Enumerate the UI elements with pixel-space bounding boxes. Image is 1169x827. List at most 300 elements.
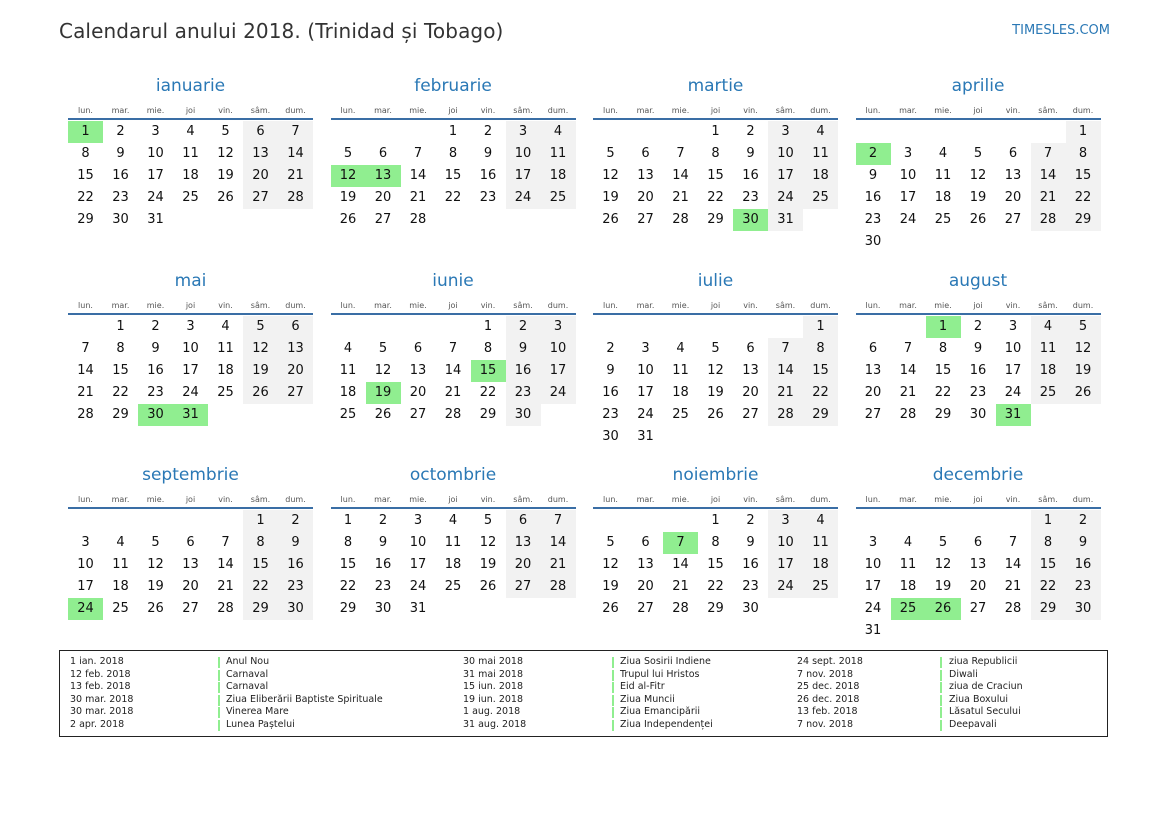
day-cell[interactable]: 30: [506, 404, 541, 426]
day-cell[interactable]: 31: [409, 601, 427, 616]
day-cell[interactable]: 21: [1004, 579, 1022, 594]
day-cell[interactable]: 14: [1031, 165, 1066, 187]
day-cell[interactable]: 15: [1031, 554, 1066, 576]
holiday-day-cell[interactable]: 1: [926, 316, 961, 338]
day-cell[interactable]: 26: [707, 407, 724, 422]
day-cell[interactable]: 8: [803, 338, 838, 360]
day-cell[interactable]: 4: [221, 319, 230, 334]
day-cell[interactable]: 15: [339, 557, 357, 572]
day-cell[interactable]: 6: [973, 535, 983, 550]
day-cell[interactable]: 12: [602, 168, 619, 183]
day-cell[interactable]: 28: [1031, 209, 1066, 231]
holiday-day-cell[interactable]: 12: [331, 165, 366, 187]
day-cell[interactable]: 14: [278, 143, 313, 165]
day-cell[interactable]: 22: [339, 579, 357, 594]
day-cell[interactable]: 25: [934, 212, 952, 227]
day-cell[interactable]: 25: [444, 579, 462, 594]
day-cell[interactable]: 8: [243, 532, 278, 554]
day-cell[interactable]: 9: [483, 146, 493, 161]
day-cell[interactable]: 22: [444, 190, 462, 205]
day-cell[interactable]: 1: [711, 124, 720, 139]
day-cell[interactable]: 10: [768, 143, 803, 165]
day-cell[interactable]: 27: [374, 212, 392, 227]
day-cell[interactable]: 8: [1031, 532, 1066, 554]
day-cell[interactable]: 27: [969, 601, 987, 616]
day-cell[interactable]: 16: [742, 168, 759, 183]
day-cell[interactable]: 4: [803, 121, 838, 143]
day-cell[interactable]: 6: [413, 341, 423, 356]
day-cell[interactable]: 4: [343, 341, 353, 356]
day-cell[interactable]: 9: [973, 341, 983, 356]
day-cell[interactable]: 28: [541, 576, 576, 598]
day-cell[interactable]: 23: [969, 385, 987, 400]
day-cell[interactable]: 5: [973, 146, 983, 161]
day-cell[interactable]: 6: [506, 510, 541, 532]
day-cell[interactable]: 26: [602, 212, 619, 227]
day-cell[interactable]: 18: [1031, 360, 1066, 382]
day-cell[interactable]: 19: [147, 579, 164, 594]
brand-link[interactable]: TIMESLES.COM: [1012, 23, 1110, 38]
day-cell[interactable]: 17: [899, 190, 917, 205]
day-cell[interactable]: 1: [448, 124, 458, 139]
day-cell[interactable]: 27: [864, 407, 882, 422]
day-cell[interactable]: 3: [868, 535, 878, 550]
day-cell[interactable]: 8: [81, 146, 90, 161]
day-cell[interactable]: 24: [1004, 385, 1022, 400]
day-cell[interactable]: 21: [409, 190, 427, 205]
day-cell[interactable]: 27: [637, 212, 654, 227]
day-cell[interactable]: 14: [1004, 557, 1022, 572]
holiday-day-cell[interactable]: 2: [856, 143, 891, 165]
day-cell[interactable]: 20: [969, 579, 987, 594]
day-cell[interactable]: 20: [506, 554, 541, 576]
day-cell[interactable]: 15: [707, 557, 724, 572]
day-cell[interactable]: 10: [506, 143, 541, 165]
day-cell[interactable]: 29: [934, 407, 952, 422]
day-cell[interactable]: 6: [378, 146, 388, 161]
day-cell[interactable]: 26: [969, 212, 987, 227]
day-cell[interactable]: 30: [112, 212, 129, 227]
day-cell[interactable]: 9: [151, 341, 160, 356]
day-cell[interactable]: 7: [278, 121, 313, 143]
day-cell[interactable]: 17: [77, 579, 94, 594]
day-cell[interactable]: 21: [77, 385, 94, 400]
holiday-day-cell[interactable]: 31: [173, 404, 208, 426]
day-cell[interactable]: 17: [182, 363, 199, 378]
day-cell[interactable]: 3: [151, 124, 160, 139]
day-cell[interactable]: 14: [217, 557, 234, 572]
day-cell[interactable]: 20: [409, 385, 427, 400]
day-cell[interactable]: 12: [602, 557, 619, 572]
day-cell[interactable]: 2: [378, 513, 388, 528]
day-cell[interactable]: 4: [1031, 316, 1066, 338]
day-cell[interactable]: 16: [1066, 554, 1101, 576]
day-cell[interactable]: 28: [1004, 601, 1022, 616]
day-cell[interactable]: 19: [339, 190, 357, 205]
day-cell[interactable]: 16: [278, 554, 313, 576]
day-cell[interactable]: 19: [707, 385, 724, 400]
day-cell[interactable]: 13: [278, 338, 313, 360]
day-cell[interactable]: 17: [637, 385, 654, 400]
holiday-day-cell[interactable]: 7: [663, 532, 698, 554]
day-cell[interactable]: 15: [934, 363, 952, 378]
day-cell[interactable]: 11: [444, 535, 462, 550]
day-cell[interactable]: 28: [217, 601, 234, 616]
day-cell[interactable]: 28: [409, 212, 427, 227]
day-cell[interactable]: 25: [672, 407, 689, 422]
day-cell[interactable]: 29: [77, 212, 94, 227]
day-cell[interactable]: 23: [864, 212, 882, 227]
day-cell[interactable]: 30: [864, 234, 882, 249]
day-cell[interactable]: 28: [77, 407, 94, 422]
day-cell[interactable]: 21: [899, 385, 917, 400]
day-cell[interactable]: 22: [1066, 187, 1101, 209]
day-cell[interactable]: 21: [672, 190, 689, 205]
day-cell[interactable]: 28: [444, 407, 462, 422]
day-cell[interactable]: 18: [339, 385, 357, 400]
day-cell[interactable]: 22: [243, 576, 278, 598]
day-cell[interactable]: 6: [186, 535, 195, 550]
day-cell[interactable]: 27: [506, 576, 541, 598]
day-cell[interactable]: 27: [742, 407, 759, 422]
holiday-day-cell[interactable]: 19: [366, 382, 401, 404]
day-cell[interactable]: 19: [602, 579, 619, 594]
day-cell[interactable]: 4: [541, 121, 576, 143]
day-cell[interactable]: 2: [746, 513, 755, 528]
day-cell[interactable]: 10: [637, 363, 654, 378]
day-cell[interactable]: 20: [637, 190, 654, 205]
day-cell[interactable]: 16: [112, 168, 129, 183]
day-cell[interactable]: 19: [969, 190, 987, 205]
day-cell[interactable]: 25: [182, 190, 199, 205]
day-cell[interactable]: 30: [374, 601, 392, 616]
day-cell[interactable]: 13: [409, 363, 427, 378]
day-cell[interactable]: 3: [541, 316, 576, 338]
day-cell[interactable]: 5: [151, 535, 160, 550]
day-cell[interactable]: 23: [742, 579, 759, 594]
day-cell[interactable]: 14: [899, 363, 917, 378]
day-cell[interactable]: 26: [217, 190, 234, 205]
day-cell[interactable]: 3: [903, 146, 913, 161]
day-cell[interactable]: 29: [707, 212, 724, 227]
day-cell[interactable]: 20: [742, 385, 759, 400]
day-cell[interactable]: 9: [746, 146, 755, 161]
day-cell[interactable]: 31: [768, 209, 803, 231]
day-cell[interactable]: 27: [278, 382, 313, 404]
day-cell[interactable]: 14: [672, 557, 689, 572]
day-cell[interactable]: 16: [864, 190, 882, 205]
day-cell[interactable]: 16: [602, 385, 619, 400]
day-cell[interactable]: 14: [409, 168, 427, 183]
day-cell[interactable]: 5: [938, 535, 948, 550]
day-cell[interactable]: 9: [1066, 532, 1101, 554]
day-cell[interactable]: 6: [278, 316, 313, 338]
day-cell[interactable]: 27: [409, 407, 427, 422]
day-cell[interactable]: 3: [186, 319, 195, 334]
day-cell[interactable]: 18: [899, 579, 917, 594]
day-cell[interactable]: 14: [444, 363, 462, 378]
day-cell[interactable]: 3: [768, 121, 803, 143]
day-cell[interactable]: 10: [899, 168, 917, 183]
day-cell[interactable]: 13: [637, 557, 654, 572]
day-cell[interactable]: 30: [278, 598, 313, 620]
day-cell[interactable]: 10: [768, 532, 803, 554]
day-cell[interactable]: 29: [1066, 209, 1101, 231]
day-cell[interactable]: 11: [934, 168, 952, 183]
day-cell[interactable]: 18: [182, 168, 199, 183]
day-cell[interactable]: 17: [864, 579, 882, 594]
day-cell[interactable]: 13: [969, 557, 987, 572]
day-cell[interactable]: 5: [1066, 316, 1101, 338]
day-cell[interactable]: 22: [112, 385, 129, 400]
day-cell[interactable]: 2: [746, 124, 755, 139]
day-cell[interactable]: 22: [803, 382, 838, 404]
day-cell[interactable]: 7: [1031, 143, 1066, 165]
day-cell[interactable]: 7: [81, 341, 90, 356]
day-cell[interactable]: 15: [803, 360, 838, 382]
day-cell[interactable]: 29: [243, 598, 278, 620]
day-cell[interactable]: 6: [641, 146, 650, 161]
day-cell[interactable]: 5: [483, 513, 493, 528]
day-cell[interactable]: 22: [1031, 576, 1066, 598]
day-cell[interactable]: 15: [707, 168, 724, 183]
day-cell[interactable]: 24: [409, 579, 427, 594]
day-cell[interactable]: 12: [374, 363, 392, 378]
day-cell[interactable]: 9: [606, 363, 615, 378]
day-cell[interactable]: 18: [217, 363, 234, 378]
day-cell[interactable]: 7: [768, 338, 803, 360]
day-cell[interactable]: 15: [243, 554, 278, 576]
day-cell[interactable]: 27: [1004, 212, 1022, 227]
day-cell[interactable]: 8: [448, 146, 458, 161]
holiday-day-cell[interactable]: 13: [366, 165, 401, 187]
day-cell[interactable]: 17: [1004, 363, 1022, 378]
day-cell[interactable]: 1: [1031, 510, 1066, 532]
day-cell[interactable]: 17: [506, 165, 541, 187]
day-cell[interactable]: 21: [444, 385, 462, 400]
day-cell[interactable]: 24: [637, 407, 654, 422]
day-cell[interactable]: 3: [413, 513, 423, 528]
day-cell[interactable]: 4: [186, 124, 195, 139]
day-cell[interactable]: 29: [1031, 598, 1066, 620]
day-cell[interactable]: 12: [707, 363, 724, 378]
day-cell[interactable]: 18: [803, 554, 838, 576]
day-cell[interactable]: 17: [409, 557, 427, 572]
day-cell[interactable]: 16: [969, 363, 987, 378]
day-cell[interactable]: 24: [864, 601, 882, 616]
day-cell[interactable]: 18: [541, 165, 576, 187]
day-cell[interactable]: 3: [641, 341, 650, 356]
day-cell[interactable]: 10: [147, 146, 164, 161]
day-cell[interactable]: 9: [746, 535, 755, 550]
day-cell[interactable]: 4: [116, 535, 125, 550]
day-cell[interactable]: 19: [243, 360, 278, 382]
day-cell[interactable]: 30: [969, 407, 987, 422]
day-cell[interactable]: 11: [803, 532, 838, 554]
day-cell[interactable]: 12: [479, 535, 497, 550]
day-cell[interactable]: 12: [243, 338, 278, 360]
holiday-day-cell[interactable]: 26: [926, 598, 961, 620]
day-cell[interactable]: 30: [742, 601, 759, 616]
day-cell[interactable]: 28: [899, 407, 917, 422]
day-cell[interactable]: 14: [768, 360, 803, 382]
day-cell[interactable]: 18: [444, 557, 462, 572]
day-cell[interactable]: 20: [637, 579, 654, 594]
day-cell[interactable]: 3: [506, 121, 541, 143]
day-cell[interactable]: 12: [934, 557, 952, 572]
day-cell[interactable]: 8: [711, 146, 720, 161]
day-cell[interactable]: 30: [1066, 598, 1101, 620]
day-cell[interactable]: 8: [1066, 143, 1101, 165]
day-cell[interactable]: 10: [77, 557, 94, 572]
day-cell[interactable]: 13: [243, 143, 278, 165]
day-cell[interactable]: 5: [711, 341, 720, 356]
day-cell[interactable]: 22: [479, 385, 497, 400]
day-cell[interactable]: 29: [479, 407, 497, 422]
day-cell[interactable]: 11: [541, 143, 576, 165]
day-cell[interactable]: 10: [541, 338, 576, 360]
day-cell[interactable]: 26: [147, 601, 164, 616]
day-cell[interactable]: 15: [444, 168, 462, 183]
day-cell[interactable]: 11: [182, 146, 199, 161]
day-cell[interactable]: 16: [506, 360, 541, 382]
day-cell[interactable]: 18: [112, 579, 129, 594]
day-cell[interactable]: 19: [934, 579, 952, 594]
day-cell[interactable]: 3: [768, 510, 803, 532]
day-cell[interactable]: 17: [768, 165, 803, 187]
day-cell[interactable]: 9: [506, 338, 541, 360]
day-cell[interactable]: 25: [217, 385, 234, 400]
day-cell[interactable]: 1: [243, 510, 278, 532]
day-cell[interactable]: 6: [243, 121, 278, 143]
day-cell[interactable]: 2: [278, 510, 313, 532]
day-cell[interactable]: 21: [217, 579, 234, 594]
day-cell[interactable]: 17: [147, 168, 164, 183]
day-cell[interactable]: 1: [116, 319, 125, 334]
day-cell[interactable]: 29: [707, 601, 724, 616]
day-cell[interactable]: 22: [707, 190, 724, 205]
day-cell[interactable]: 8: [116, 341, 125, 356]
holiday-day-cell[interactable]: 24: [68, 598, 103, 620]
day-cell[interactable]: 21: [1031, 187, 1066, 209]
day-cell[interactable]: 13: [864, 363, 882, 378]
day-cell[interactable]: 27: [182, 601, 199, 616]
day-cell[interactable]: 20: [278, 360, 313, 382]
holiday-day-cell[interactable]: 15: [471, 360, 506, 382]
day-cell[interactable]: 11: [1031, 338, 1066, 360]
day-cell[interactable]: 8: [343, 535, 353, 550]
day-cell[interactable]: 23: [112, 190, 129, 205]
day-cell[interactable]: 7: [676, 146, 685, 161]
day-cell[interactable]: 11: [112, 557, 129, 572]
day-cell[interactable]: 16: [147, 363, 164, 378]
day-cell[interactable]: 6: [868, 341, 878, 356]
day-cell[interactable]: 16: [479, 168, 497, 183]
day-cell[interactable]: 15: [77, 168, 94, 183]
day-cell[interactable]: 25: [339, 407, 357, 422]
day-cell[interactable]: 2: [973, 319, 983, 334]
day-cell[interactable]: 8: [711, 535, 720, 550]
day-cell[interactable]: 26: [602, 601, 619, 616]
day-cell[interactable]: 29: [803, 404, 838, 426]
day-cell[interactable]: 28: [672, 212, 689, 227]
day-cell[interactable]: 2: [1066, 510, 1101, 532]
day-cell[interactable]: 18: [803, 165, 838, 187]
day-cell[interactable]: 1: [711, 513, 720, 528]
day-cell[interactable]: 24: [182, 385, 199, 400]
day-cell[interactable]: 17: [768, 554, 803, 576]
day-cell[interactable]: 6: [1008, 146, 1018, 161]
day-cell[interactable]: 18: [672, 385, 689, 400]
day-cell[interactable]: 13: [742, 363, 759, 378]
day-cell[interactable]: 14: [77, 363, 94, 378]
day-cell[interactable]: 27: [637, 601, 654, 616]
day-cell[interactable]: 2: [151, 319, 160, 334]
day-cell[interactable]: 24: [147, 190, 164, 205]
day-cell[interactable]: 10: [409, 535, 427, 550]
day-cell[interactable]: 10: [182, 341, 199, 356]
holiday-day-cell[interactable]: 25: [891, 598, 926, 620]
day-cell[interactable]: 4: [903, 535, 913, 550]
day-cell[interactable]: 24: [899, 212, 917, 227]
day-cell[interactable]: 20: [182, 579, 199, 594]
day-cell[interactable]: 20: [243, 165, 278, 187]
day-cell[interactable]: 4: [448, 513, 458, 528]
day-cell[interactable]: 7: [541, 510, 576, 532]
holiday-day-cell[interactable]: 31: [996, 404, 1031, 426]
day-cell[interactable]: 4: [803, 510, 838, 532]
day-cell[interactable]: 7: [448, 341, 458, 356]
day-cell[interactable]: 26: [1066, 382, 1101, 404]
day-cell[interactable]: 11: [217, 341, 234, 356]
day-cell[interactable]: 24: [768, 187, 803, 209]
day-cell[interactable]: 9: [278, 532, 313, 554]
day-cell[interactable]: 6: [746, 341, 755, 356]
holiday-day-cell[interactable]: 30: [733, 209, 768, 231]
day-cell[interactable]: 21: [768, 382, 803, 404]
day-cell[interactable]: 11: [899, 557, 917, 572]
day-cell[interactable]: 9: [378, 535, 388, 550]
day-cell[interactable]: 11: [803, 143, 838, 165]
day-cell[interactable]: 23: [1066, 576, 1101, 598]
day-cell[interactable]: 21: [672, 579, 689, 594]
day-cell[interactable]: 11: [672, 363, 689, 378]
day-cell[interactable]: 20: [864, 385, 882, 400]
day-cell[interactable]: 28: [672, 601, 689, 616]
day-cell[interactable]: 1: [803, 316, 838, 338]
day-cell[interactable]: 23: [374, 579, 392, 594]
day-cell[interactable]: 10: [1004, 341, 1022, 356]
day-cell[interactable]: 26: [479, 579, 497, 594]
day-cell[interactable]: 20: [1004, 190, 1022, 205]
day-cell[interactable]: 28: [278, 187, 313, 209]
day-cell[interactable]: 21: [278, 165, 313, 187]
day-cell[interactable]: 23: [278, 576, 313, 598]
day-cell[interactable]: 6: [641, 535, 650, 550]
day-cell[interactable]: 8: [938, 341, 948, 356]
day-cell[interactable]: 12: [147, 557, 164, 572]
day-cell[interactable]: 14: [672, 168, 689, 183]
day-cell[interactable]: 16: [742, 557, 759, 572]
day-cell[interactable]: 13: [637, 168, 654, 183]
day-cell[interactable]: 1: [483, 319, 493, 334]
day-cell[interactable]: 7: [221, 535, 230, 550]
day-cell[interactable]: 25: [803, 576, 838, 598]
day-cell[interactable]: 9: [868, 168, 878, 183]
day-cell[interactable]: 8: [483, 341, 493, 356]
day-cell[interactable]: 21: [541, 554, 576, 576]
day-cell[interactable]: 4: [676, 341, 685, 356]
